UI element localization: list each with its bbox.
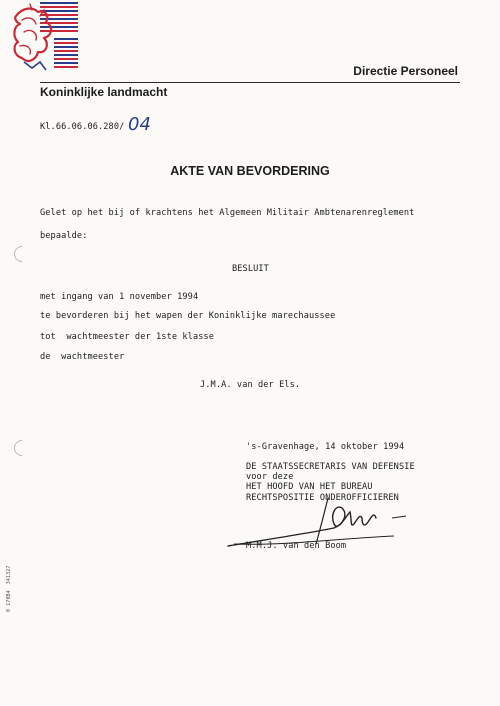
punch-hole-mark xyxy=(11,243,34,266)
preamble-line: bepaalde: xyxy=(40,231,88,241)
form-code-part: 0 170B4 xyxy=(6,590,12,612)
decision-line: te bevorderen bij het wapen der Koninklijke marechaussee xyxy=(40,311,336,321)
signature-block-line: voor deze xyxy=(246,472,294,482)
decision-heading: BESLUIT xyxy=(232,264,269,274)
reference-number: Kl.66.06.06.280/ xyxy=(40,122,125,132)
document-title: AKTE VAN BEVORDERING xyxy=(170,164,330,178)
form-code xyxy=(6,552,12,612)
promoted-person-name: J.M.A. van der Els. xyxy=(200,380,301,390)
decision-line: tot wachtmeester der 1ste klasse xyxy=(40,332,215,342)
signer-name: M.M.J. van den Boom xyxy=(246,541,347,551)
form-code-part: 341327 xyxy=(6,565,12,585)
preamble-line: Gelet op het bij of krachtens het Algemeen Militair Ambtenarenreglement xyxy=(40,208,415,218)
reference-handwritten-suffix: 04 xyxy=(128,114,151,135)
department-name: Directie Personeel xyxy=(353,64,458,78)
decision-line: met ingang van 1 november 1994 xyxy=(40,292,199,302)
decision-line: de wachtmeester xyxy=(40,352,125,362)
header-divider xyxy=(40,82,460,83)
signature-block-line: RECHTSPOSITIE ONDEROFFICIEREN xyxy=(246,493,399,503)
signature-block-line: DE STAATSSECRETARIS VAN DEFENSIE xyxy=(246,462,415,472)
punch-hole-mark xyxy=(11,437,34,460)
place-and-date: 's-Gravenhage, 14 oktober 1994 xyxy=(246,442,405,452)
signature-block-line: HET HOOFD VAN HET BUREAU xyxy=(246,482,373,492)
landmacht-lion-logo xyxy=(10,2,80,74)
organization-name: Koninklijke landmacht xyxy=(40,85,168,99)
